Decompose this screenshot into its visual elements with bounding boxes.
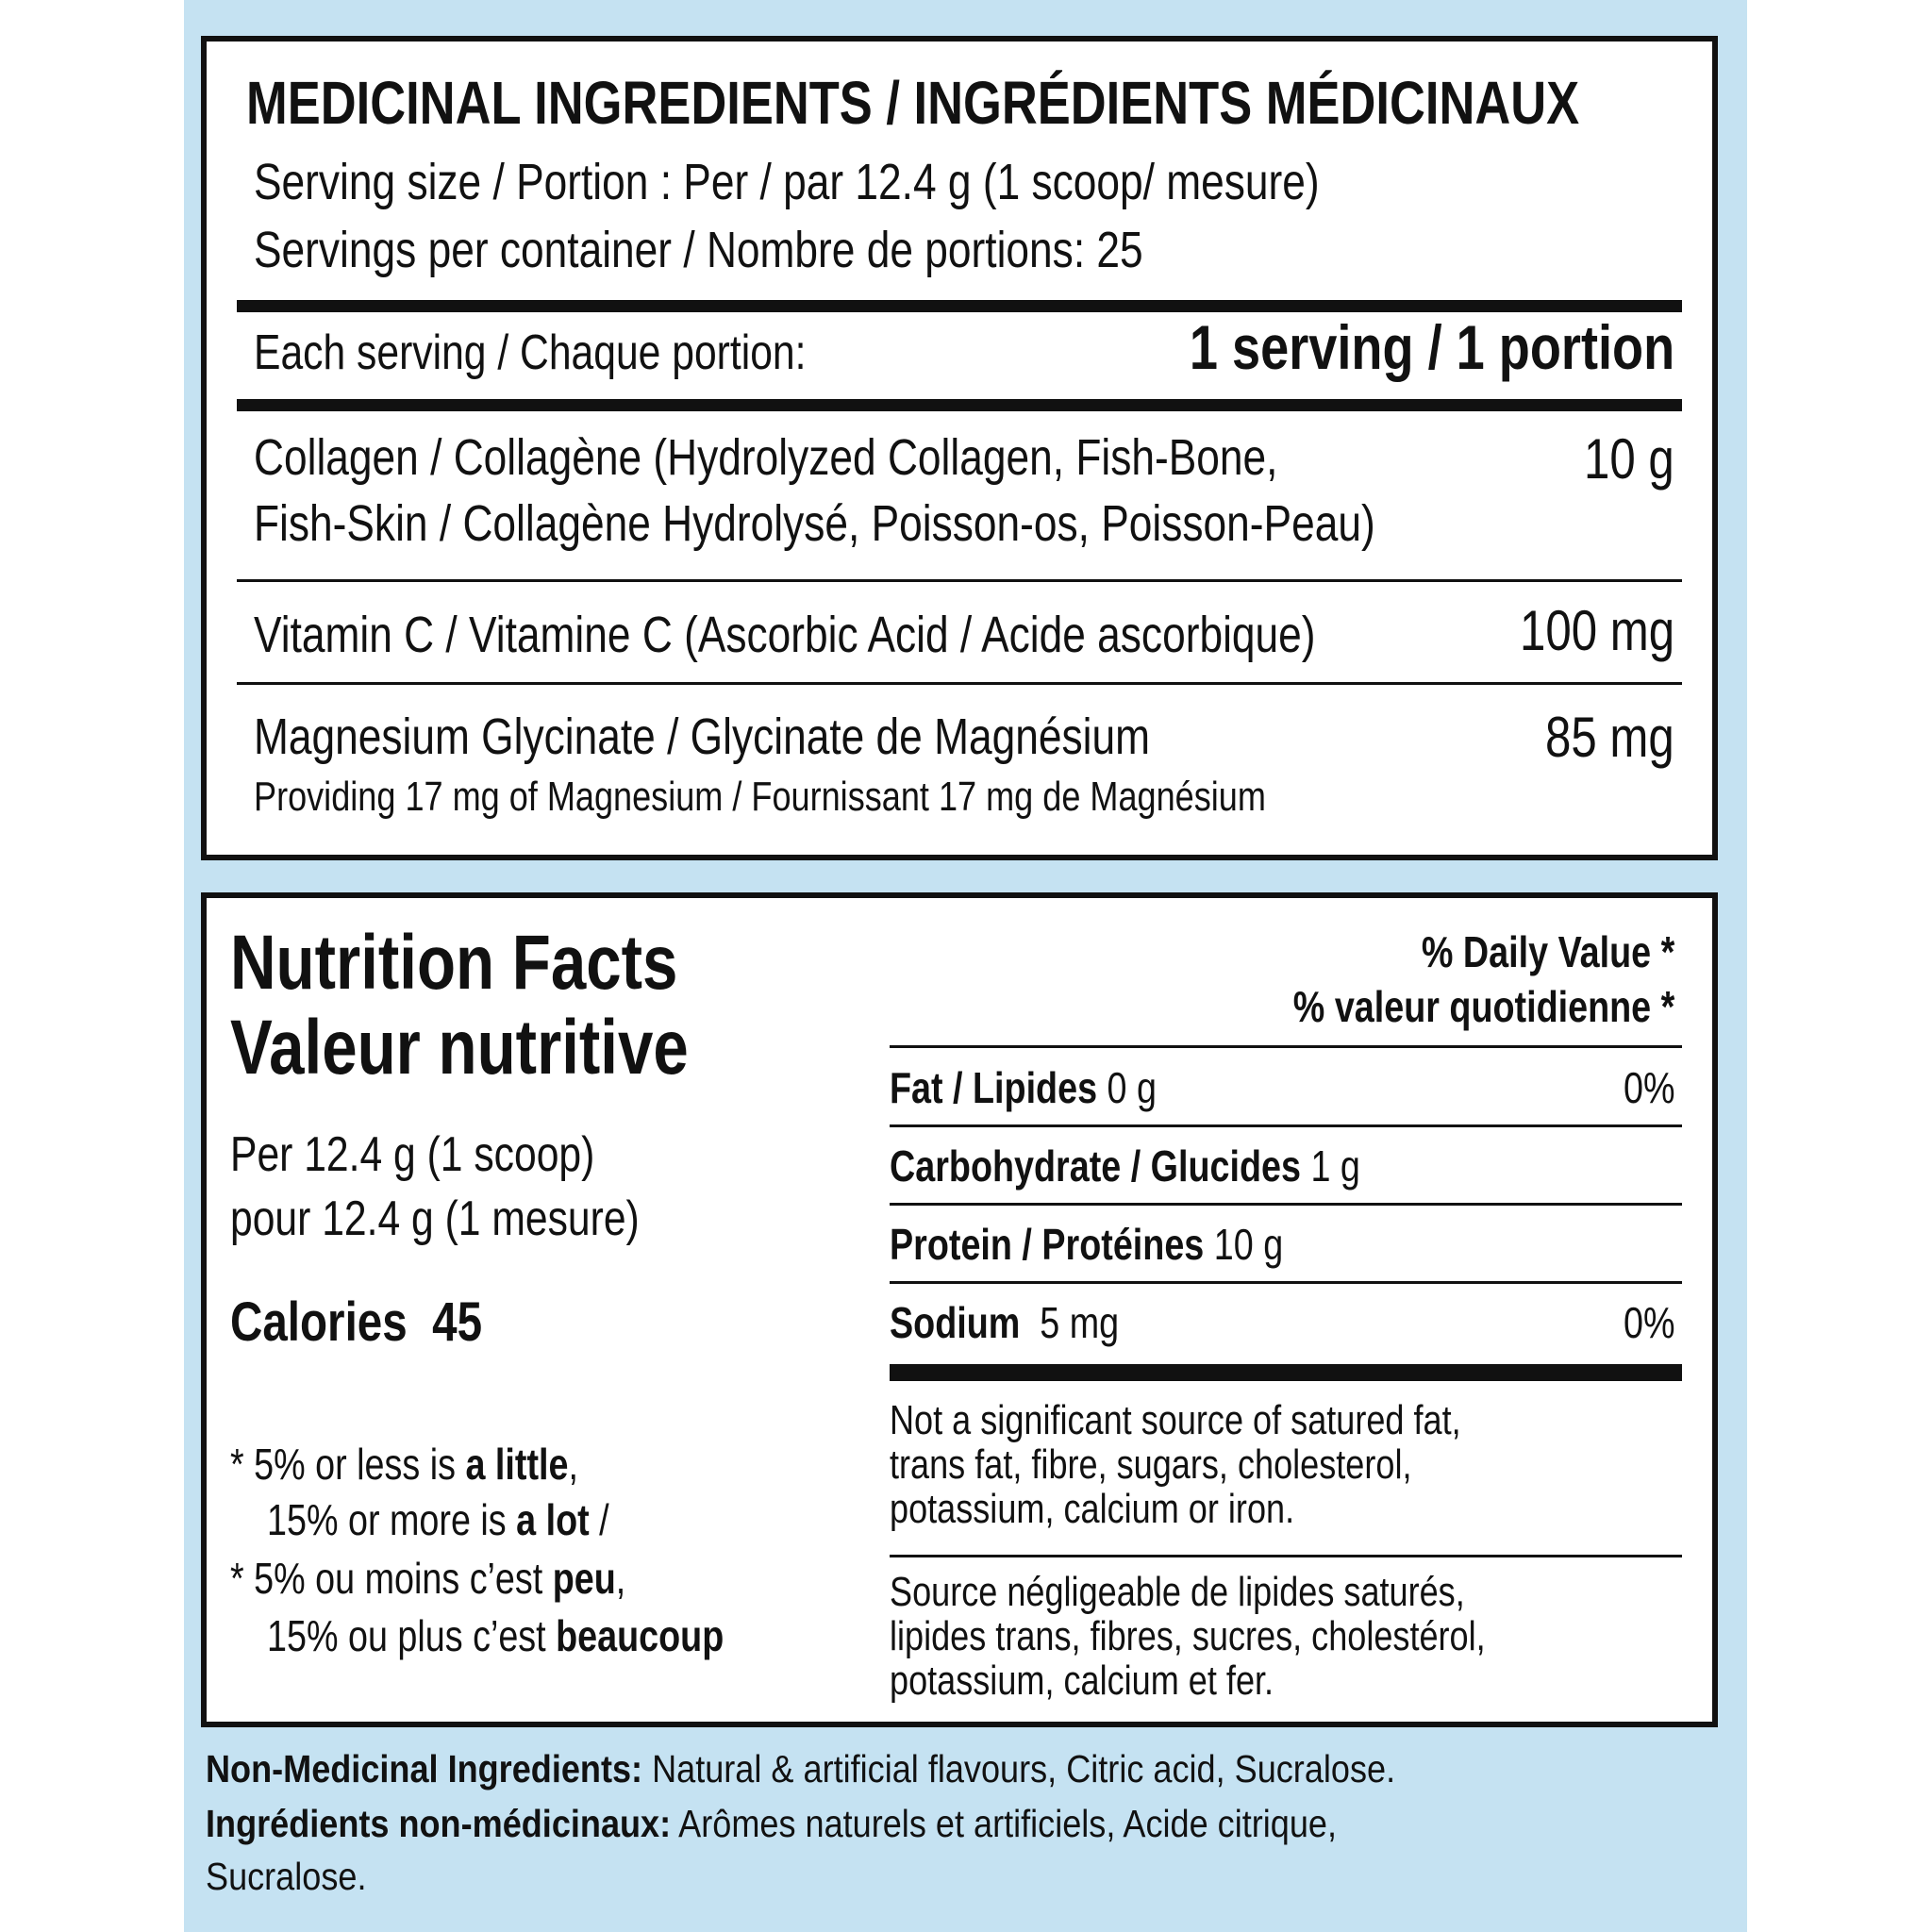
nutrition-title-fr: Valeur nutritive (230, 1005, 689, 1091)
thin-divider (890, 1281, 1682, 1284)
each-serving-label: Each serving / Chaque portion: (254, 325, 807, 380)
ingredient-vitamin-c-amount: 100 mg (1519, 599, 1674, 662)
thin-divider (237, 682, 1682, 685)
nutrition-title-en: Nutrition Facts (230, 920, 678, 1006)
thin-divider (890, 1203, 1682, 1206)
thin-divider (890, 1045, 1682, 1048)
non-medicinal-fr: Ingrédients non-médicinaux: Arômes naturels et artificiels, Acide citrique, (206, 1802, 1338, 1845)
nutrient-row-carbohydrate: Carbohydrate / Glucides 1 g (890, 1141, 1360, 1191)
ingredient-magnesium: Magnesium Glycinate / Glycinate de Magnésium (254, 708, 1150, 765)
per-serving-en: Per 12.4 g (1 scoop) (230, 1127, 595, 1182)
thin-divider (890, 1124, 1682, 1127)
thin-divider (237, 579, 1682, 582)
daily-value-en: % Daily Value * (1421, 927, 1674, 976)
footnote-line1: * 5% or less is a little, (230, 1440, 578, 1489)
ingredient-collagen-line1: Collagen / Collagène (Hydrolyzed Collagen, Fish-Bone, (254, 429, 1278, 486)
nutrient-row-fat: Fat / Lipides 0 g (890, 1063, 1157, 1112)
nutrient-row-sodium: Sodium 5 mg (890, 1298, 1120, 1347)
footnote-line4: 15% ou plus c’est beaucoup (267, 1611, 724, 1660)
thin-divider (890, 1555, 1682, 1557)
nutrient-row-fat-dv: 0% (1623, 1063, 1674, 1112)
servings-per-container: Servings per container / Nombre de portions: 25 (254, 222, 1143, 278)
medicinal-ingredients-box (201, 36, 1718, 860)
ingredient-collagen-amount: 10 g (1584, 427, 1674, 491)
nutrient-row-sodium-dv: 0% (1623, 1298, 1674, 1347)
per-serving-fr: pour 12.4 g (1 mesure) (230, 1191, 640, 1246)
ingredient-collagen-line2: Fish-Skin / Collagène Hydrolysé, Poisson-os, Poisson-Peau) (254, 495, 1375, 552)
note-french: Source négligeable de lipides saturés, lipides trans, fibres, sucres, cholestérol, potassium, calcium et fer. (890, 1569, 1486, 1704)
nutrient-row-protein: Protein / Protéines 10 g (890, 1220, 1284, 1269)
ingredient-magnesium-amount: 85 mg (1545, 706, 1674, 769)
nutrition-facts-box (201, 892, 1718, 1727)
non-medicinal-fr-line2: Sucralose. (206, 1855, 367, 1898)
ingredient-vitamin-c: Vitamin C / Vitamine C (Ascorbic Acid / Acide ascorbique) (254, 607, 1316, 663)
thick-divider (890, 1364, 1682, 1381)
footnote-line2: 15% or more is a lot / (267, 1495, 609, 1544)
non-medicinal-en: Non-Medicinal Ingredients: Natural & artificial flavours, Citric acid, Sucralose. (206, 1747, 1396, 1790)
calories-label: Calories (230, 1291, 408, 1353)
each-serving-value: 1 serving / 1 portion (1189, 312, 1674, 382)
calories-value: 45 (432, 1291, 483, 1353)
note-english: Not a significant source of satured fat, trans fat, fibre, sugars, cholesterol, potassium, calcium or iron. (890, 1397, 1461, 1532)
serving-size: Serving size / Portion : Per / par 12.4 g (1 scoop/ mesure) (254, 154, 1320, 210)
calories (230, 1291, 538, 1354)
daily-value-fr: % valeur quotidienne * (1292, 982, 1674, 1031)
medicinal-title: MEDICINAL INGREDIENTS / INGRÉDIENTS MÉDICINAUX (246, 69, 1580, 137)
thick-divider (237, 399, 1682, 411)
ingredient-magnesium-note: Providing 17 mg of Magnesium / Fournissant 17 mg de Magnésium (254, 774, 1266, 820)
footnote-line3: * 5% ou moins c’est peu, (230, 1554, 626, 1603)
